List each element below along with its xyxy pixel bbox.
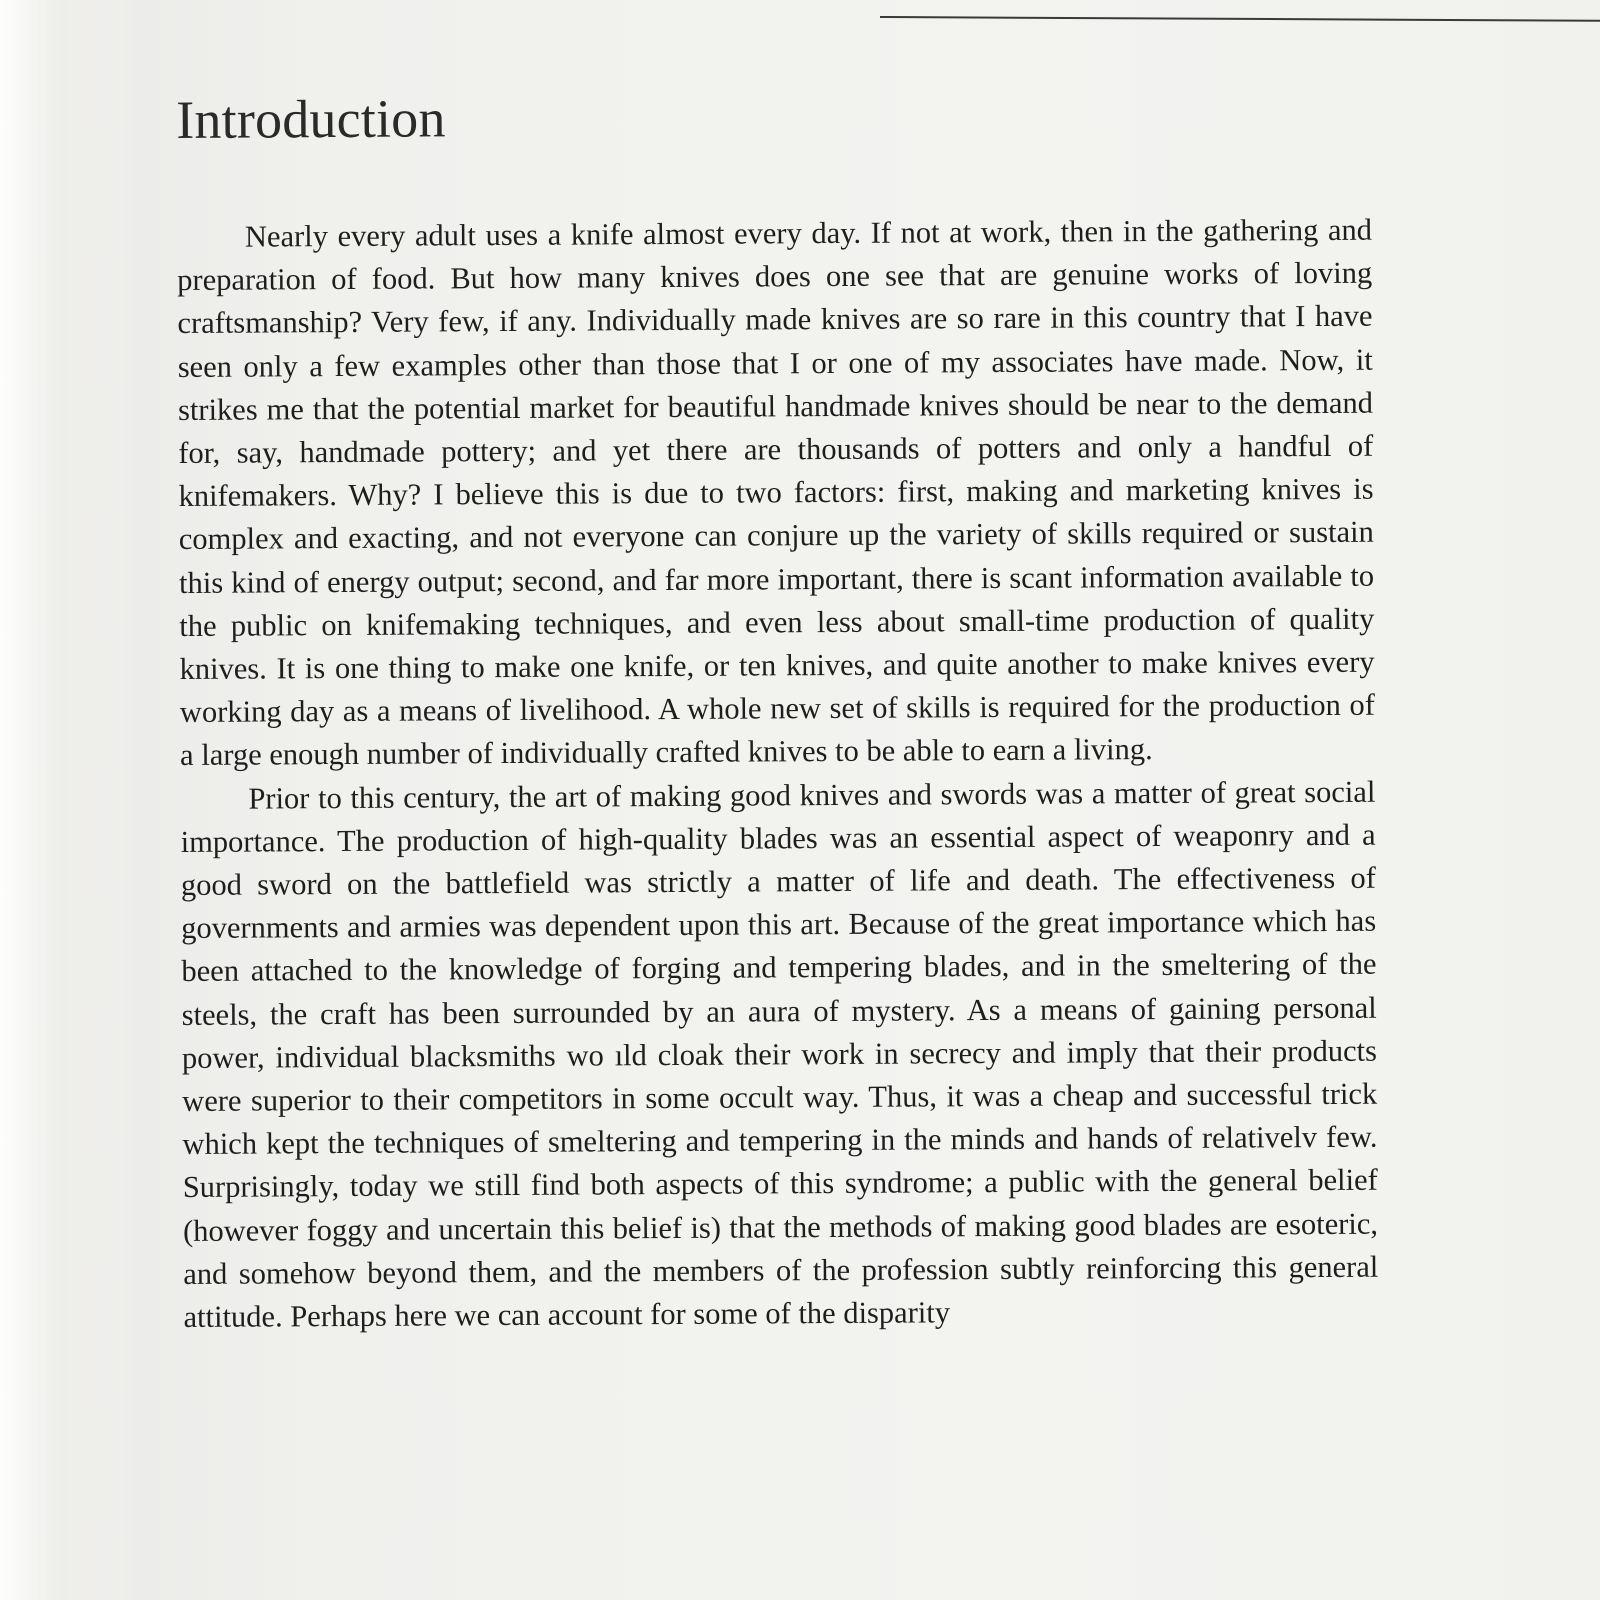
page-gutter-shadow: [0, 0, 110, 1600]
paragraph-1: Nearly every adult uses a knife almost every day. If not at work, then in the gathering and preparation of food. But how many knives does one see that are genuine works of loving craftsmanship? Very few, if any. Individually made knives are so rare in this country that I have seen only a few examples other than those that I or one of my associates have made. Now, it strikes me that the potential market for beautiful handmade knives should be near to the demand for, say, handmade pottery; and yet there are thousands of potters and only a handful of knifemakers. Why? I believe this is due to two factors: first, making and marketing knives is complex and exacting, and not everyone can conjure up the variety of skills required or sustain this kind of energy output; second, and far more important, there is scant information available to the public on knifemaking techniques, and even less about small-time production of quality knives. It is one thing to make one knife, or ten knives, and quite another to make knives every working day as a means of livelihood. A whole new set of skills is required for the production of a large enough number of individually crafted knives to be able to earn a living.: [177, 212, 1375, 773]
text-block: [176, 73, 1380, 1600]
top-rule-line: [880, 0, 1600, 22]
chapter-heading: Introduction: [176, 88, 446, 150]
paragraph-2: Prior to this century, the art of making good knives and swords was a matter of great social importance. The production of high-quality blades was an essential aspect of weaponry and a good sword on the battlefield was strictly a matter of life and death. The effectiveness of governments and armies was dependent upon this art. Because of the great importance which has been attached to the knowledge of forging and tempering blades, and in the smeltering of the steels, the craft has been surrounded by an aura of mystery. As a means of gaining personal power, individual blacksmiths wo ıld cloak their work in secrecy and imply that their products were superior to their competitors in some occult way. Thus, it was a cheap and successful trick which kept the techniques of smeltering and tempering in the minds and hands of relativelv few. Surprisingly, today we still find both aspects of this syndrome; a public with the general belief (however foggy and uncertain this belief is) that the methods of making good blades are esoteric, and somehow beyond them, and the members of the profession subtly reinforcing this general attitude. Perhaps here we can account for some of the disparity: [180, 774, 1379, 1335]
